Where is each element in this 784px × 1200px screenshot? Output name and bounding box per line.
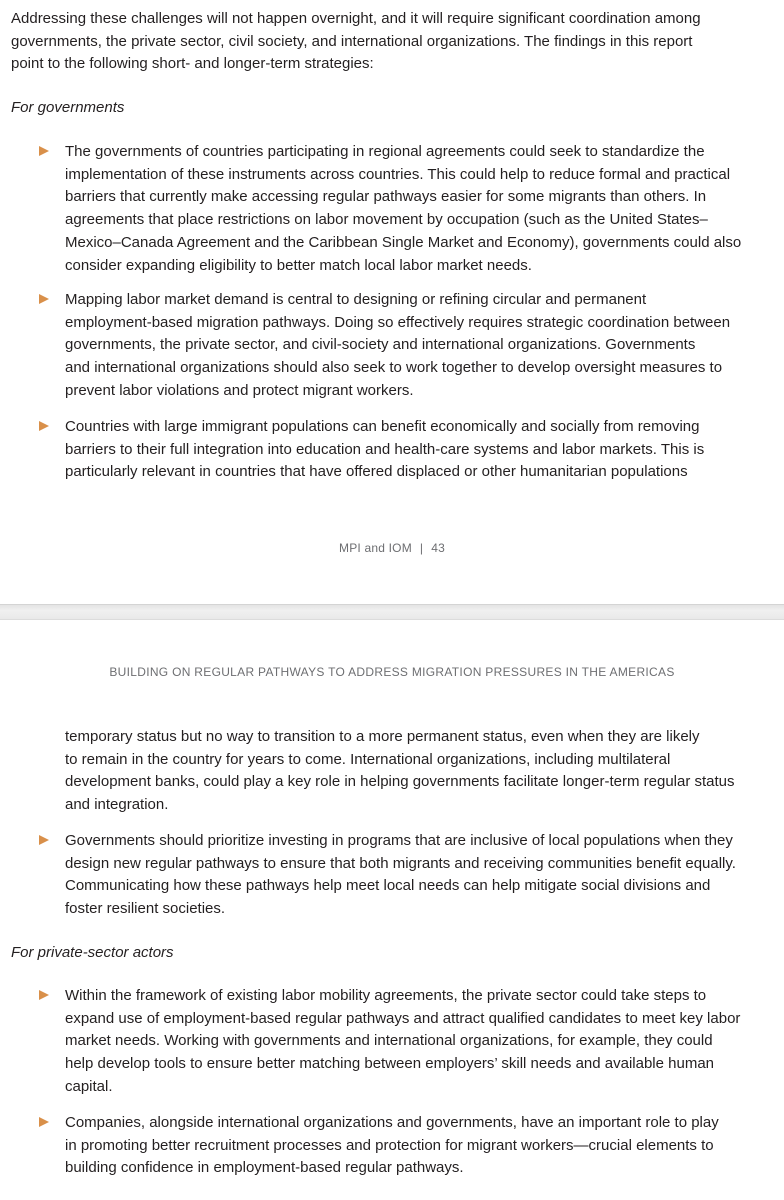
bullet-line: Within the framework of existing labor mobility agreements, the private sector could take steps to <box>65 987 707 1004</box>
bullet-line: consider expanding eligibility to better match local labor market needs. <box>65 256 532 274</box>
continuation-line: to remain in the country for years to come. International organizations, including multilateral <box>65 750 671 768</box>
bullet-line: Countries with large immigrant populations can benefit economically and socially from removing <box>65 418 700 435</box>
bullet-line: and international organizations should also seek to work together to develop oversight measures to <box>65 359 723 377</box>
continuation-line: temporary status but no way to transition to a more permanent status, even when they are likely <box>65 728 700 745</box>
continuation-paragraph <box>65 726 735 817</box>
bullet-line: governments, the private sector, and civil-society and international organizations. Governments <box>65 336 696 354</box>
running-header: BUILDING ON REGULAR PATHWAYS TO ADDRESS MIGRATION PRESSURES IN THE AMERICAS <box>109 665 675 679</box>
heading-for-private-sector: For private-sector actors <box>11 944 174 961</box>
bullet-arrow-icon <box>39 294 49 304</box>
bullet-line: The governments of countries participating in regional agreements could seek to standardize the <box>65 143 705 160</box>
bullet-line: capital. <box>65 1077 113 1095</box>
bullet-arrow-icon <box>39 421 49 431</box>
footer-publisher: MPI and IOM <box>339 541 412 555</box>
bullet-line: Mapping labor market demand is central to designing or refining circular and permanent <box>65 291 647 308</box>
continuation-line: and integration. <box>65 796 169 814</box>
page-number: 43 <box>431 541 445 555</box>
bullet-line: employment-based migration pathways. Doing so effectively requires strategic coordination between <box>65 313 731 331</box>
footer-separator: | <box>419 541 424 555</box>
bullet-arrow-icon <box>39 146 49 156</box>
bullet-arrow-icon <box>39 1117 49 1127</box>
bullet-line: expand use of employment-based regular pathways and attract qualified candidates to meet key labor <box>65 1009 741 1027</box>
heading-for-governments: For governments <box>11 99 125 116</box>
bullet-line: in promoting better recruitment processes and protection for migrant workers—crucial elements to <box>65 1136 714 1154</box>
bullet-line: help develop tools to ensure better matching between employers’ skill needs and available human <box>65 1055 715 1073</box>
page-break-divider <box>0 604 784 620</box>
intro-paragraph <box>11 8 701 76</box>
bullet-text <box>65 289 730 403</box>
bullet-line: barriers to their full integration into education and health-care systems and labor markets. This is <box>65 440 705 458</box>
bullet-line: Mexico–Canada Agreement and the Caribbean Single Market and Economy), governments could also <box>65 233 742 251</box>
bullet-line: Companies, alongside international organizations and governments, have an important role to play <box>65 1114 719 1131</box>
bullet-line: particularly relevant in countries that have offered displaced or other humanitarian populations <box>65 463 688 481</box>
bullet-text <box>65 1112 719 1180</box>
bullet-text <box>65 416 704 484</box>
bullet-line: foster resilient societies. <box>65 900 226 918</box>
bullet-text <box>65 985 740 1099</box>
bullet-line: barriers that currently make accessing regular pathways easier for some migrants than others. In <box>65 188 707 206</box>
intro-line: Addressing these challenges will not happen overnight, and it will require significant coordination among <box>11 10 701 27</box>
bullet-arrow-icon <box>39 990 49 1000</box>
bullet-line: Governments should prioritize investing in programs that are inclusive of local populations when they <box>65 832 733 849</box>
continuation-line: development banks, could play a key role in helping governments facilitate longer-term regular status <box>65 773 735 791</box>
bullet-line: Communicating how these pathways help meet local needs can help mitigate social divisions and <box>65 877 711 895</box>
bullet-line: agreements that place restrictions on labor movement by occupation (such as the United States– <box>65 211 708 229</box>
bullet-line: building confidence in employment-based regular pathways. <box>65 1159 464 1177</box>
bullet-line: design new regular pathways to ensure that both migrants and receiving communities benefit equally. <box>65 854 736 872</box>
document-page-44 <box>0 620 784 1200</box>
intro-line: point to the following short- and longer-term strategies: <box>11 55 374 73</box>
bullet-text <box>65 141 741 277</box>
bullet-line: implementation of these instruments across countries. This could help to reduce formal and practical <box>65 165 731 183</box>
intro-line: governments, the private sector, civil society, and international organizations. The findings in this report <box>11 32 693 50</box>
bullet-line: prevent labor violations and protect migrant workers. <box>65 381 414 399</box>
bullet-arrow-icon <box>39 835 49 845</box>
bullet-line: market needs. Working with governments and international organizations, for example, they could <box>65 1032 713 1050</box>
page-footer <box>0 541 784 555</box>
bullet-text <box>65 830 736 921</box>
